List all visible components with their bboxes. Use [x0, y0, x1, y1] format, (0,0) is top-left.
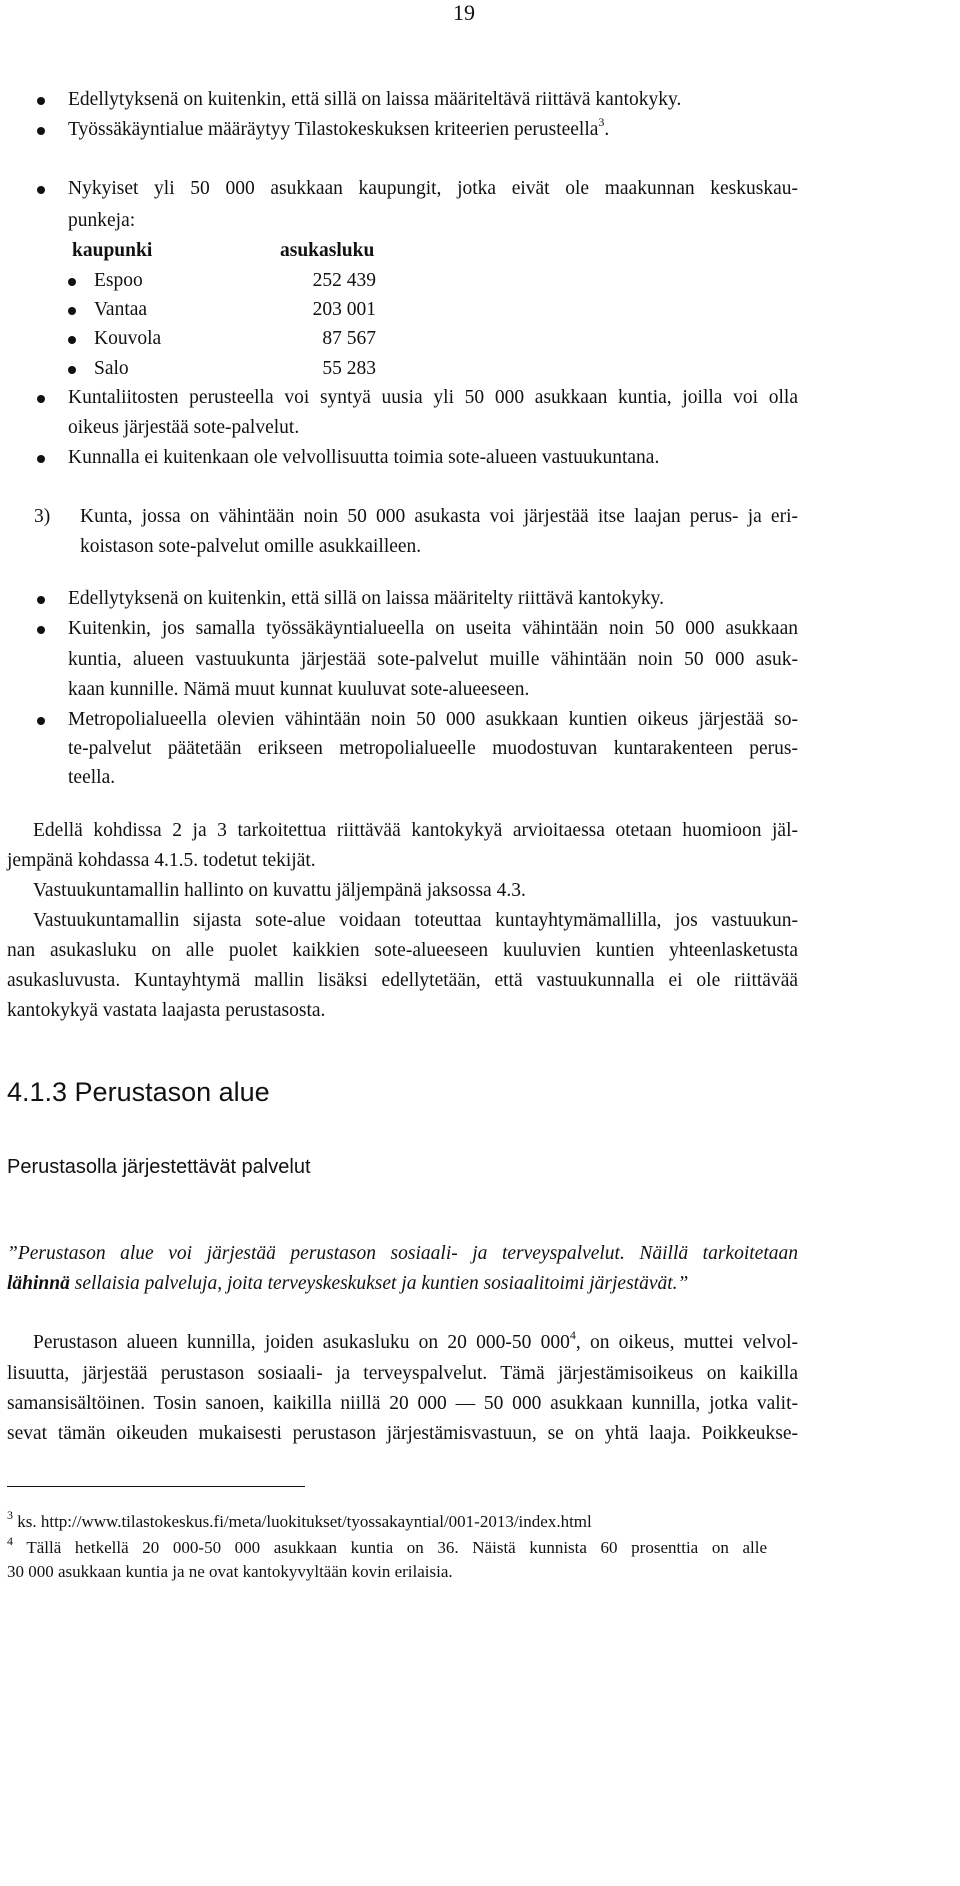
footnote-4: $^4$ Tällä hetkellä 20 000-50 000 asukkaan kuntia on 36. Näistä kunnista 60 prosenttia on alle	[7, 1534, 767, 1557]
footnote-divider	[7, 1486, 305, 1487]
list-item: Edellytyksenä on kuitenkin, että sillä on laissa määriteltävä riittävä kantokyky.	[68, 89, 682, 110]
list-item-continuation: oikeus järjestää sote-palvelut.	[68, 417, 300, 438]
item-text: Kunta, jossa on vähintään noin 50 000 asukasta voi järjestää itse laajan perus- ja eri-	[80, 506, 798, 527]
column-header-city: kaupunki	[72, 240, 153, 261]
paragraph-line: lisuutta, järjestää perustason sosiaali- ja terveyspalvelut. Tämä järjestämisoikeus on kaikilla	[7, 1363, 798, 1384]
bullet-icon	[37, 186, 45, 194]
paragraph-line: samansisältöinen. Tosin sanoen, kaikilla niillä 20 000 — 50 000 asukkaan kunnilla, jotka valit-	[7, 1393, 798, 1414]
bullet-icon	[37, 455, 45, 463]
bullet-icon	[37, 717, 45, 725]
list-item: Edellytyksenä on kuitenkin, että sillä on laissa määritelty riittävä kantokyky.	[68, 588, 665, 609]
quote-line: lähinnä sellaisia palveluja, joita terveyskeskukset ja kuntien sosiaalitoimi järjestävät.”	[7, 1273, 689, 1294]
table-cell-city: Vantaa	[94, 299, 148, 320]
bullet-icon	[37, 395, 45, 403]
paragraph-line: asukasluvusta. Kuntayhtymä mallin lisäksi edellytetään, että vastuukunnalla ei ole riittävää	[7, 970, 798, 991]
bullet-icon	[37, 127, 45, 135]
footnote-3: $^3$ ks. http://www.tilastokeskus.fi/meta/luokitukset/tyossakayntial/001-2013/index.html	[7, 1508, 592, 1531]
quote-emphasis: lähinnä	[7, 1273, 70, 1294]
list-item: Metropolialueella olevien vähintään noin 50 000 asukkaan kuntien oikeus järjestää so-	[68, 709, 798, 730]
footnote-ref: 4	[569, 1328, 576, 1342]
paragraph-line: Vastuukuntamallin sijasta sote-alue voidaan toteuttaa kuntayhtymämallilla, jos vastuukun-	[33, 910, 798, 931]
paragraph-line: Edellä kohdissa 2 ja 3 tarkoitettua riittävää kantokykyä arvioitaessa otetaan huomioon jäl-	[33, 820, 798, 841]
table-cell-population: 252 439	[312, 270, 376, 291]
bullet-icon	[68, 278, 76, 286]
list-item: Kunnalla ei kuitenkaan ole velvollisuutta toimia sote-alueen vastuukuntana.	[68, 447, 660, 468]
table-cell-population: 55 283	[322, 358, 376, 379]
table-cell-city: Salo	[94, 358, 129, 379]
list-item: Kuitenkin, jos samalla työssäkäyntialueella on useita vähintään noin 50 000 asukkaan	[68, 618, 798, 639]
quote-line: ”Perustason alue voi järjestää perustason sosiaali- ja terveyspalvelut. Näillä tarkoitetaan	[7, 1243, 798, 1264]
list-item: Kuntaliitosten perusteella voi syntyä uusia yli 50 000 asukkaan kuntia, joilla voi olla	[68, 387, 798, 408]
paragraph-line: Vastuukuntamallin hallinto on kuvattu jäljempänä jaksossa 4.3.	[33, 880, 526, 901]
paragraph-line: sevat tämän oikeuden mukaisesti perustason järjestämisvastuun, se on yhtä laaja. Poikkeukse-	[7, 1423, 798, 1444]
paragraph-line: Perustason alueen kunnilla, joiden asukasluku on 20 000-50 $000^4$, on oikeus, muttei velvol-	[33, 1328, 798, 1353]
table-cell-city: Kouvola	[94, 328, 162, 349]
column-header-population: asukasluku	[280, 240, 375, 261]
bullet-icon	[37, 626, 45, 634]
paragraph-line: nan asukasluku on alle puolet kaikkien sote-alueeseen kuuluvien kuntien yhteenlasketusta	[7, 940, 798, 961]
item-text-continuation: koistason sote-palvelut omille asukkailleen.	[80, 536, 422, 557]
paragraph-line: jempänä kohdassa 4.1.5. todetut tekijät.	[7, 850, 316, 871]
list-item-continuation: kaan kunnille. Nämä muut kunnat kuuluvat sote-alueeseen.	[68, 679, 530, 700]
paragraph-line: kantokykyä vastata laajasta perustasosta.	[7, 1000, 326, 1021]
subsection-heading: Perustasolla järjestettävät palvelut	[7, 1156, 311, 1178]
bullet-icon	[68, 336, 76, 344]
table-cell-population: 87 567	[322, 328, 376, 349]
bullet-icon	[37, 596, 45, 604]
item-number: 3)	[34, 506, 51, 527]
list-item: Työssäkäyntialue määräytyy Tilastokeskuksen kriteerien perusteella$^3$.	[68, 115, 610, 140]
footnote-ref: 3	[598, 115, 605, 129]
page-number: 19	[453, 0, 475, 25]
list-item: Nykyiset yli 50 000 asukkaan kaupungit, jotka eivät ole maakunnan keskuskau-	[68, 178, 798, 199]
list-item-continuation: teella.	[68, 767, 116, 788]
table-cell-population: 203 001	[312, 299, 376, 320]
bullet-icon	[68, 307, 76, 315]
list-item-continuation: punkeja:	[68, 210, 136, 231]
bullet-icon	[68, 366, 76, 374]
list-item-continuation: te-palvelut päätetään erikseen metropolialueelle muodostuvan kuntarakenteen perus-	[68, 738, 798, 759]
list-item-continuation: kuntia, alueen vastuukunta järjestää sote-palvelut muille vähintään noin 50 000 asuk-	[68, 649, 798, 670]
section-heading: 4.1.3 Perustason alue	[7, 1077, 270, 1107]
bullet-icon	[37, 97, 45, 105]
table-cell-city: Espoo	[94, 270, 143, 291]
footnote-4-continuation: 30 000 asukkaan kuntia ja ne ovat kantokyvyltään kovin erilaisia.	[7, 1562, 453, 1581]
